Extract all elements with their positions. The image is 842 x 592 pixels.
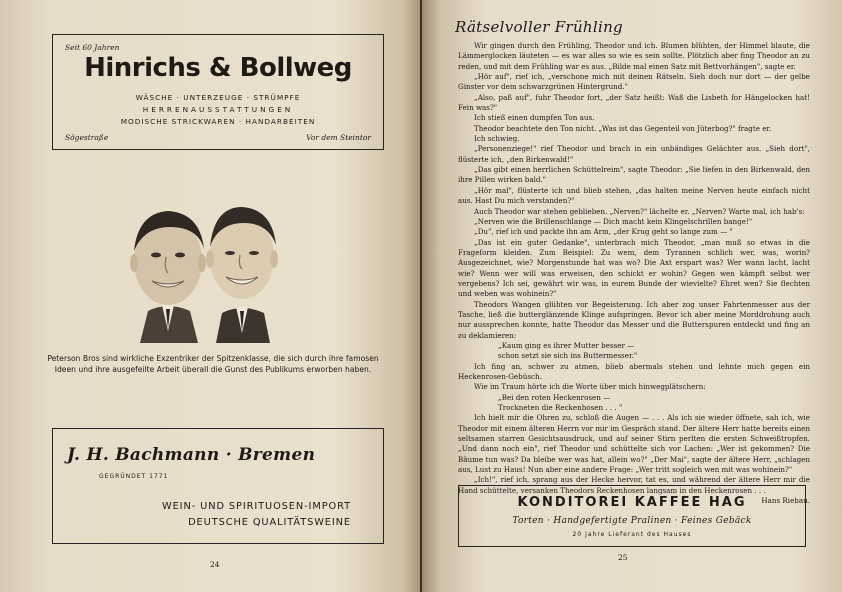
article-paragraph: „Hör mal", flüsterte ich und blieb stehen, „das halten meine Nerven heute einfach nicht aus. Hast Du mich verstanden?" xyxy=(458,185,810,206)
ad-street-left: Sögestraße xyxy=(65,133,109,142)
article-paragraph: „Bei den roten Heckenrosen — xyxy=(498,392,611,402)
article-paragraph: „Ich!", rief ich, sprang aus der Hecke hervor, tat es, und während der ältere Herr mir die Hand schüttelte, versanken Theodors Reckenhosen langsam in den Heckenrosen . . . xyxy=(458,475,810,495)
ad-company-name: Hinrichs & Bollweg xyxy=(84,53,352,83)
page-number-left: 24 xyxy=(210,560,220,569)
article-paragraph: Wir gingen durch den Frühling, Theodor und ich. Blumen blühten, der Himmel blaute, die Lämmerglocken läuteten — es war alles so wie es sein sollte. Plötzlich aber fing Theodor an zu reden, und mit dem Frühling war es aus. „Bilde mal einen Satz mit Bettvorhängen", sagte er. xyxy=(458,41,810,71)
ad-products-line-2: HERRENAUSSTATTUNGEN xyxy=(142,105,294,114)
bachmann-name: J. H. Bachmann · Bremen xyxy=(67,445,316,465)
ad-products-line-3: MODISCHE STRICKWAREN · HANDARBEITEN xyxy=(120,117,316,126)
konditorei-subtitle: 20 Jahre Lieferant des Hauses xyxy=(572,531,692,538)
article-paragraph: Theodors Wangen glühten vor Begeisterung. Ich aber zog unser Fahrtenmesser aus der Tasche, ließ die butterglänzende Klinge aufspringen. Bevor ich aber meine Morddrohung auch nur aussprechen konnte, hatte Theodor das Messer und die Butterspuren entdeckt und fing an zu deklamieren: xyxy=(458,299,810,340)
bachmann-line-2: DEUTSCHE QUALITÄTSWEINE xyxy=(188,517,351,528)
article-paragraph: „Personenziege!" rief Theodor und brach in ein unbändiges Gelächter aus. „Sieh dort", flüsterte ich, „den Birkenwald!" xyxy=(458,144,810,164)
article-title: Rätselvoller Frühling xyxy=(455,18,623,36)
article-paragraph: Auch Theodor war stehen geblieben. „Nerven?" lächelte er. „Nerven? Warte mal, ich hab's: xyxy=(474,206,805,216)
article-paragraph: „Also, paß auf", fuhr Theodor fort, „der Satz heißt: Waß die Lisbeth for Hängelocken hat! Fein was?" xyxy=(458,92,810,113)
article-paragraph: „Du", rief ich und packte ihn am Arm, „der Krug geht so lange zum — " xyxy=(474,227,733,237)
article-paragraph: Theodor beachtete den Ton nicht. „Was ist das Gegenteil von Jüterbog?" fragte er. xyxy=(474,123,772,133)
right-performer-figure xyxy=(206,207,278,343)
peterson-bros-photo xyxy=(118,193,288,343)
photo-caption: Peterson Bros sind wirkliche Exzentriker der Spitzenklasse, die sich durch ihre famosen Ideen und ihre ausgefeilte Arbeit überall die Gunst des Publikums erworben haben. xyxy=(47,354,379,374)
page-number-right: 25 xyxy=(618,553,628,562)
left-page xyxy=(0,0,420,592)
hinrichs-bollweg-ad xyxy=(52,34,384,150)
article-paragraph: Trockneten die Reckenhosen . . . " xyxy=(498,403,623,413)
article-paragraph: „Hör auf", rief ich, „verschone mich mit deinen Rätseln. Sieh doch nur dort — der gelbe Ginster vor dem schwarzgrünen Hintergrund." xyxy=(458,72,810,92)
konditorei-title: KONDITOREI KAFFEE HAG xyxy=(517,495,747,510)
article-paragraph: schon setzt sie sich ins Buttermesser." xyxy=(498,351,638,361)
ad-products-line-1: WÄSCHE · UNTERZEUGE · STRÜMPFE xyxy=(135,93,301,102)
konditorei-tagline: Torten · Handgefertigte Pralinen · Feines Gebäck xyxy=(512,516,752,526)
article-paragraph: Ich schwieg. xyxy=(474,134,520,144)
article-body xyxy=(458,41,810,506)
article-paragraph: „Das gibt einen herrlichen Schüttelreim", sagte Theodor: „Sie liefen in den Birkenwald, den ihre Pillen wirken bald." xyxy=(458,165,810,185)
article-paragraph: Hans Riebau. xyxy=(761,496,810,506)
ad-street-right: Vor dem Steintor xyxy=(306,133,371,142)
article-paragraph: Wie im Traum hörte ich die Worte über mich hinwegplätschern: xyxy=(474,382,706,392)
article-paragraph: Ich hielt mir die Ohren zu, schloß die Augen — . . . Als ich sie wieder öffnete, sah ich, wie Theodor mit einem älteren Herrn vor mir im Gespräch stand. Der ältere Herr hatte bereits einen seltsamen starren Gesichtsausdruck, und auf seiner Stirn perlten die ersten Schweißtropfen. „Und dann noch ein", rief Theodor und schüttelte sich vor Lachen: „Wer ist gekommen? Die Bäume tun was? Da bleibe wer was hat, allein wo?" „Der Mai", sagte der ältere Herr, „schlagen aus, Lust zu Haus! Nun aber eine andere Frage: „Wer tritt sogleich wen mit was wohinein?" xyxy=(458,413,810,475)
bachmann-founded: GEGRÜNDET 1771 xyxy=(99,473,169,480)
bachmann-ad xyxy=(52,428,384,544)
konditorei-ad xyxy=(458,485,806,547)
left-performer-figure xyxy=(130,211,206,343)
article-paragraph: Ich fing an, schwer zu atmen, blieb abermals stehen und lehnte mich gegen ein Heckenrosen-Gebüsch. xyxy=(458,361,810,381)
article-paragraph: „Kaum ging es ihrer Mutter besser — xyxy=(498,340,635,350)
article-paragraph: Ich stieß einen dumpfen Ton aus. xyxy=(474,113,595,123)
bachmann-line-1: WEIN- UND SPIRITUOSEN-IMPORT xyxy=(162,501,351,512)
right-page xyxy=(422,0,842,592)
ad-since-label: Seit 60 Jahren xyxy=(65,43,120,52)
article-paragraph: „Das ist ein guter Gedanke", unterbrach mich Theodor, „man muß so etwas in die Frageform kleiden. Zum Beispiel: Zu wem, dem Tyrannen schlich wer, was, worin? Ausgezeichnet, wie? Morgenstunde hat was wo? Die Axt erspart was? Wer wann lacht, lacht wie? Wenn wer will was erweisen, den schickt er wohin? Gegen wen kämpft selbst wer vergebens? Ich sei, gewährt wir was, in eurem Bunde der wievielte? Ehret wen? Sie flechten und weben was wohinein?" xyxy=(458,237,810,299)
article-paragraph: „Nerven wie die Brillenschlange — Dich macht kein Klingelschrillen bange!" xyxy=(474,216,753,226)
